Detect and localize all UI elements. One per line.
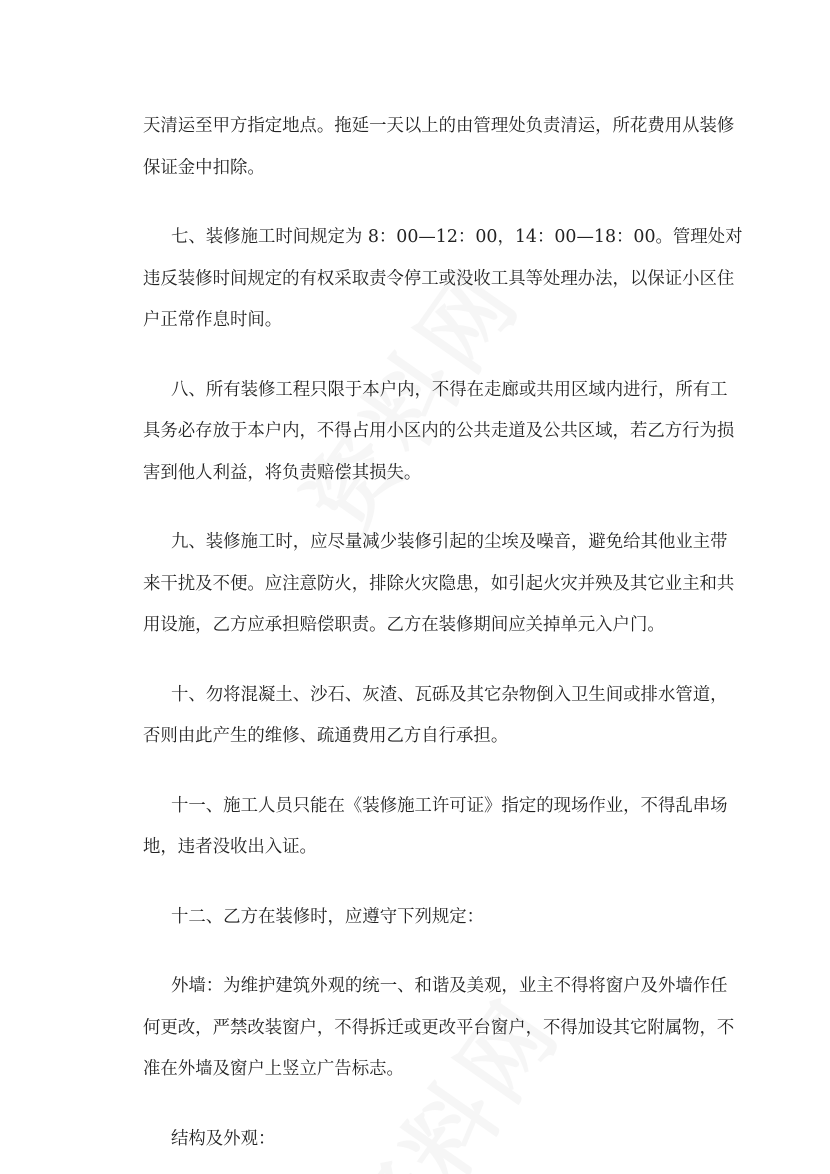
text-line: 结构及外观：: [171, 1128, 276, 1149]
text-line: 具务必存放于本户内，不得占用小区内的公共走道及公共区域，若乙方行为损: [143, 421, 735, 441]
paragraph-clause-7: [143, 217, 743, 342]
text-line: 地，违者没收出入证。: [143, 837, 317, 857]
text-line: 户正常作息时间。: [143, 310, 283, 330]
text-line: 否则由此产生的维修、疏通费用乙方自行承担。: [143, 726, 509, 746]
paragraph-exterior-wall: [143, 966, 735, 1091]
paragraph-clause-9: [143, 522, 735, 647]
text-line: 十、勿将混凝土、沙石、灰渣、瓦砾及其它杂物倒入卫生间或排水管道，: [171, 684, 728, 705]
paragraph-clause-11: [143, 786, 728, 869]
text-line: 何更改，严禁改装窗户，不得拆迁或更改平台窗户，不得加设其它附属物，不: [143, 1017, 735, 1038]
text-line: 害到他人利益，将负责赔偿其损失。: [143, 462, 422, 483]
text-line: 来干扰及不便。应注意防火，排除火灾隐患，如引起火灾并殃及其它业主和共: [143, 573, 735, 594]
text-line: 十一、施工人员只能在《装修施工许可证》指定的现场作业，不得乱串场: [171, 795, 728, 816]
document-body: [143, 106, 743, 1174]
text-line: 外墙：为维护建筑外观的统一、和谐及美观，业主不得将窗户及外墙作任: [171, 976, 728, 996]
paragraph-clause-8: [143, 370, 735, 495]
text-line: 保证金中扣除。: [143, 157, 265, 178]
paragraph-structure: [143, 1119, 718, 1161]
text-line: 八、所有装修工程只限于本户内，不得在走廊或共用区域内进行，所有工: [171, 379, 728, 400]
text-line: 九、装修施工时，应尽量减少装修引起的尘埃及噪音，避免给其他业主带: [171, 532, 728, 552]
text-line: 天清运至甲方指定地点。拖延一天以上的由管理处负责清运，所花费用从装修: [143, 116, 735, 136]
text-line: 准在外墙及窗户上竖立广告标志。: [143, 1059, 404, 1079]
text-line: 违反装修时间规定的有权采取责令停工或没收工具等处理办法，以保证小区住: [143, 268, 735, 289]
text-line: 十二、乙方在装修时，应遵守下列规定：: [171, 906, 485, 927]
text-line: 用设施，乙方应承担赔偿职责。乙方在装修期间应关掉单元入户门。: [143, 615, 665, 635]
text-line: 七、装修施工时间规定为 8：00—12：00，14：00—18：00。管理处对: [171, 227, 743, 247]
paragraph-cleanup: [143, 106, 735, 189]
paragraph-clause-12: [143, 897, 718, 939]
paragraph-clause-10: [143, 675, 728, 758]
